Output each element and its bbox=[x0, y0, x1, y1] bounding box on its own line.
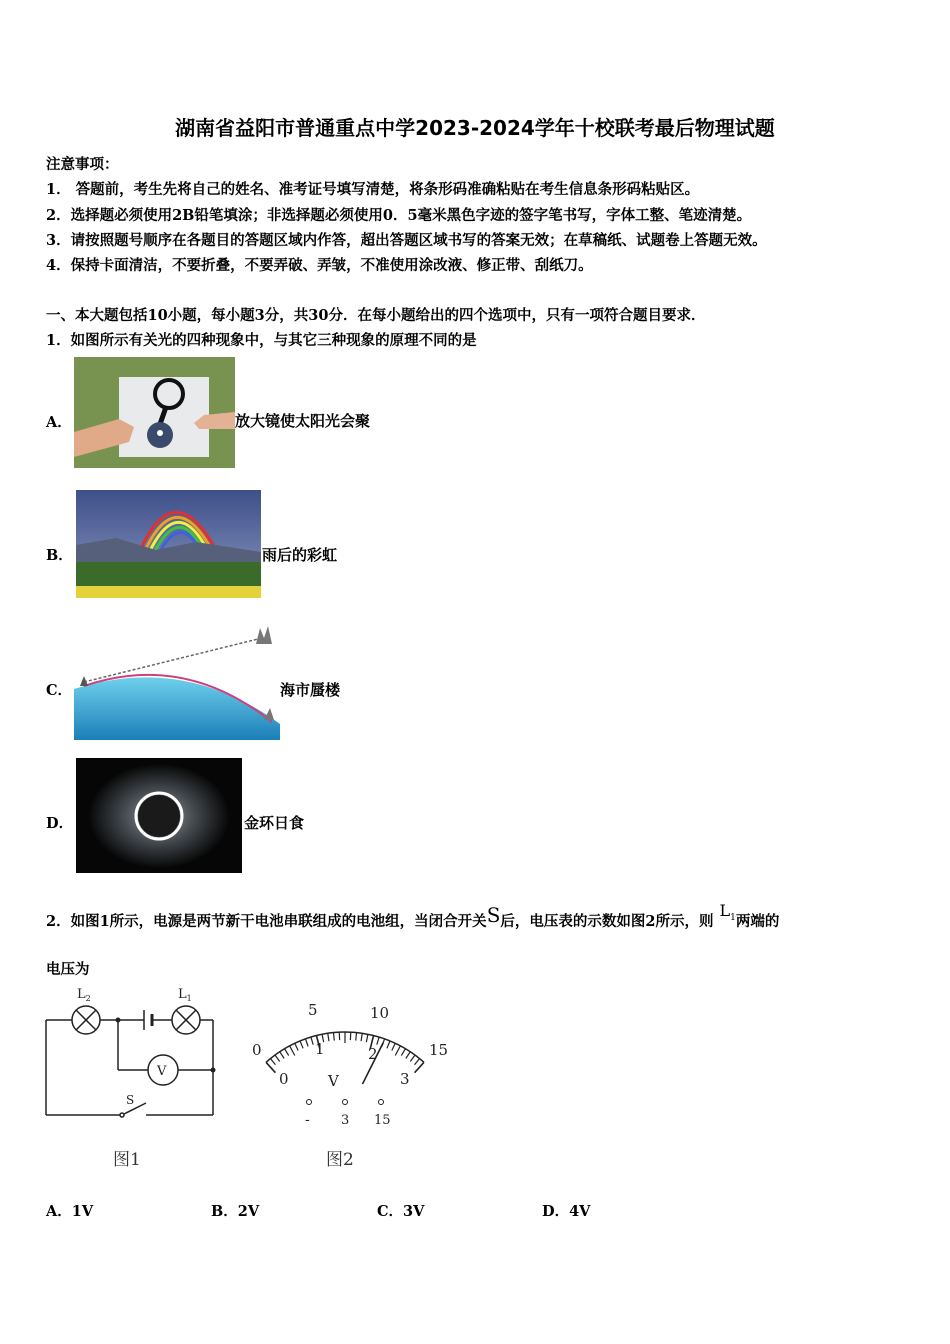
q2-stem bbox=[46, 901, 780, 933]
dial-tick bbox=[275, 1055, 280, 1061]
q1-option-b-letter: B． bbox=[46, 547, 73, 564]
dial-inner-label-2: 2 bbox=[368, 1045, 378, 1063]
terminal-label-15: 15 bbox=[374, 1113, 391, 1128]
q2-stem-part-a: 2．如图1所示，电源是两节新干电池串联组成的电池组，当闭合开关 bbox=[46, 913, 487, 930]
circuit-diagram bbox=[40, 985, 225, 1120]
dial-tick bbox=[366, 1034, 368, 1042]
dial-outer-label-10: 10 bbox=[370, 1004, 390, 1022]
q2-stem-part-c: 两端的 bbox=[735, 913, 780, 930]
terminal-3 bbox=[343, 1100, 348, 1105]
q1-option-a-letter: A． bbox=[46, 414, 72, 431]
q2-stem-line2: 电压为 bbox=[46, 961, 90, 978]
dial-tick bbox=[270, 1059, 275, 1065]
dial-outer-label-15: 15 bbox=[429, 1041, 449, 1059]
dial-tick bbox=[295, 1043, 298, 1050]
dial-tick bbox=[361, 1033, 362, 1041]
q1-option-d-caption: 金环日食 bbox=[244, 814, 305, 832]
terminal-label-3: 3 bbox=[341, 1113, 350, 1128]
q1-option-c-caption: 海市蜃楼 bbox=[280, 681, 341, 699]
dial-tick bbox=[333, 1033, 334, 1041]
dial-tick bbox=[290, 1046, 295, 1056]
fig1-label-l1: $L_1$ bbox=[178, 987, 192, 1003]
annular-eclipse-image bbox=[76, 758, 242, 873]
fig2-caption: 图2 bbox=[326, 1150, 354, 1170]
terminal-15 bbox=[379, 1100, 384, 1105]
q1-option-b-caption: 雨后的彩虹 bbox=[262, 546, 338, 564]
mirage-image bbox=[74, 624, 280, 740]
q2-lamp-symbol: $L_1$ bbox=[719, 901, 736, 924]
q1-option-a-caption: 放大镜使太阳光会聚 bbox=[235, 412, 371, 430]
q2-answer-b: B．2V bbox=[211, 1203, 260, 1220]
dial-tick bbox=[395, 1046, 400, 1056]
q2-answer-a: A．1V bbox=[46, 1203, 94, 1220]
dial-inner-label-3: 3 bbox=[400, 1070, 410, 1088]
notice-item-3: 3．请按照题号顺序在各题目的答题区域内作答，超出答题区域书写的答案无效；在草稿纸、试题卷上答题无效。 bbox=[46, 232, 767, 249]
dial-outer-label-5: 5 bbox=[308, 1001, 318, 1019]
fig1-label-l2: $L_2$ bbox=[77, 987, 91, 1003]
dial-tick bbox=[311, 1037, 313, 1045]
dial-tick bbox=[377, 1037, 379, 1045]
voltmeter-dial bbox=[245, 1000, 460, 1135]
q2-stem-part-b: 后，电压表的示数如图2所示，则 bbox=[500, 913, 714, 930]
magnifier-image bbox=[74, 357, 235, 468]
q1-stem: 1．如图所示有关光的四种现象中，与其它三种现象的原理不同的是 bbox=[46, 332, 477, 349]
q1-option-d-letter: D． bbox=[46, 815, 74, 832]
page-title: 湖南省益阳市普通重点中学2023-2024学年十校联考最后物理试题 bbox=[175, 116, 775, 140]
rainbow-image bbox=[76, 490, 261, 598]
fig1-caption: 图1 bbox=[113, 1150, 141, 1170]
dial-tick bbox=[280, 1052, 284, 1059]
terminal-label-negative: - bbox=[305, 1112, 310, 1128]
q2-answer-d: D．4V bbox=[542, 1203, 591, 1220]
dial-tick bbox=[300, 1041, 303, 1048]
terminal-negative bbox=[307, 1100, 312, 1105]
dial-inner-label-1: 1 bbox=[315, 1040, 325, 1058]
notice-item-4: 4．保持卡面清洁，不要折叠，不要弄破、弄皱，不准使用涂改液、修正带、刮纸刀。 bbox=[46, 257, 593, 274]
dial-tick bbox=[328, 1033, 329, 1041]
dial-unit-label: V bbox=[328, 1072, 339, 1090]
q1-option-c-letter: C． bbox=[46, 682, 73, 699]
dial-tick bbox=[356, 1033, 357, 1041]
dial-tick bbox=[406, 1052, 410, 1059]
fig1-label-v: V bbox=[157, 1064, 167, 1079]
section-header: 一、本大题包括10小题，每小题3分，共30分．在每小题给出的四个选项中，只有一项符合题目要求． bbox=[46, 307, 706, 324]
dial-tick bbox=[387, 1041, 390, 1048]
dial-tick bbox=[410, 1055, 415, 1061]
dial-inner-label-0: 0 bbox=[279, 1070, 289, 1088]
dial-tick bbox=[305, 1039, 308, 1047]
dial-outer-label-0: 0 bbox=[252, 1041, 262, 1059]
dial-tick bbox=[392, 1043, 395, 1050]
dial-tick bbox=[415, 1059, 420, 1065]
notice-item-2: 2．选择题必须使用2B铅笔填涂；非选择题必须使用0．5毫米黑色字迹的签字笔书写，字体工整、笔迹清楚。 bbox=[46, 207, 752, 224]
q2-switch-symbol: S bbox=[486, 903, 501, 927]
notice-heading: 注意事项： bbox=[46, 156, 119, 173]
fig1-label-s: S bbox=[126, 1093, 135, 1107]
dial-tick bbox=[401, 1049, 405, 1056]
q2-answer-c: C．3V bbox=[377, 1203, 425, 1220]
dial-tick bbox=[285, 1049, 289, 1056]
notice-item-1: 1． 答题前，考生先将自己的姓名、准考证号填写清楚，将条形码准确粘贴在考生信息条形码粘贴区。 bbox=[46, 181, 700, 198]
